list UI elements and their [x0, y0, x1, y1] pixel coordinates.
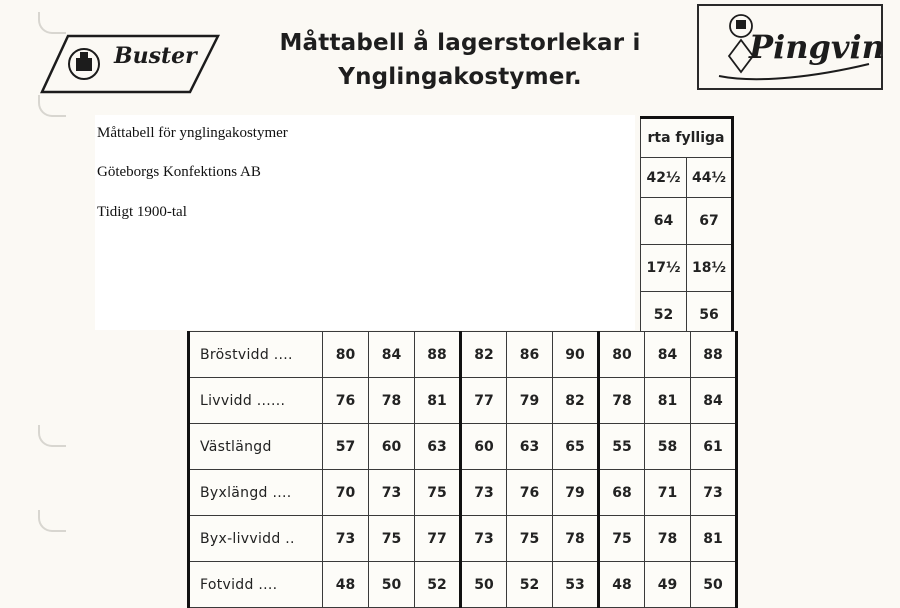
table-cell: 78 [369, 378, 415, 424]
table-cell: 57 [323, 424, 369, 470]
table-cell: 78 [553, 516, 599, 562]
table-cell: 52 [507, 562, 553, 608]
table-cell: 76 [507, 470, 553, 516]
table-row [189, 516, 737, 562]
pingvin-logo [697, 4, 883, 90]
right-table-header: rta fylliga [641, 118, 733, 158]
table-cell: 48 [599, 562, 645, 608]
table-cell: 86 [507, 332, 553, 378]
table-cell: 75 [369, 516, 415, 562]
table-cell: 80 [599, 332, 645, 378]
table-row [189, 332, 737, 378]
table-cell: 63 [415, 424, 461, 470]
table-cell: 73 [323, 516, 369, 562]
table-cell: 88 [415, 332, 461, 378]
table-cell: 61 [691, 424, 737, 470]
table-cell: 81 [415, 378, 461, 424]
table-cell: 77 [461, 378, 507, 424]
table-cell: 65 [553, 424, 599, 470]
note-line-2: Göteborgs Konfektions AB [97, 164, 261, 180]
table-cell: 90 [553, 332, 599, 378]
note-line-3: Tidigt 1900-tal [97, 204, 187, 220]
table-cell: 84 [369, 332, 415, 378]
table-cell: 76 [323, 378, 369, 424]
table-cell: 18½ [687, 245, 733, 292]
pingvin-logo-text: Pingvin [749, 28, 885, 66]
table-cell: 81 [691, 516, 737, 562]
title-line-1: Måttabell å lagerstorlekar i [279, 30, 641, 56]
table-cell: 52 [415, 562, 461, 608]
measurement-table [187, 331, 738, 608]
table-cell: 82 [553, 378, 599, 424]
table-cell: 50 [691, 562, 737, 608]
table-cell: 70 [323, 470, 369, 516]
table-cell: 78 [599, 378, 645, 424]
binder-hole [38, 95, 66, 117]
table-cell: 79 [553, 470, 599, 516]
table-cell: 63 [507, 424, 553, 470]
table-cell: 88 [691, 332, 737, 378]
table-cell: 48 [323, 562, 369, 608]
table-row [189, 378, 737, 424]
buster-logo-text: Buster [114, 43, 197, 69]
table-cell: 78 [645, 516, 691, 562]
table-cell: 75 [507, 516, 553, 562]
table-cell: 60 [369, 424, 415, 470]
note-overlay [95, 115, 635, 330]
table-cell: 17½ [641, 245, 687, 292]
table-cell: 60 [461, 424, 507, 470]
table-cell: 81 [645, 378, 691, 424]
table-cell: 79 [507, 378, 553, 424]
table-cell: 73 [691, 470, 737, 516]
table-cell: 73 [369, 470, 415, 516]
table-cell: 73 [461, 470, 507, 516]
table-cell: 49 [645, 562, 691, 608]
row-label: Fotvidd .... [189, 562, 323, 608]
row-label: Byxlängd .... [189, 470, 323, 516]
table-cell: 52 [641, 292, 687, 339]
table-cell: 50 [369, 562, 415, 608]
table-cell: 84 [645, 332, 691, 378]
table-cell: 84 [691, 378, 737, 424]
table-cell: 55 [599, 424, 645, 470]
right-size-table [640, 116, 734, 339]
row-label: Bröstvidd .... [189, 332, 323, 378]
note-line-1: Måttabell för ynglingakostymer [97, 125, 288, 141]
table-cell: 82 [461, 332, 507, 378]
table-row [189, 562, 737, 608]
row-label: Livvidd ...... [189, 378, 323, 424]
table-cell: 58 [645, 424, 691, 470]
table-cell: 42½ [641, 158, 687, 198]
table-cell: 68 [599, 470, 645, 516]
table-cell: 77 [415, 516, 461, 562]
table-cell: 44½ [687, 158, 733, 198]
table-cell: 67 [687, 198, 733, 245]
title-line-2: Ynglingakostymer. [338, 64, 582, 90]
buster-logo [40, 30, 220, 96]
page-title [230, 26, 690, 94]
table-row [189, 470, 737, 516]
table-cell: 71 [645, 470, 691, 516]
row-label: Västlängd [189, 424, 323, 470]
binder-hole [38, 510, 66, 532]
table-cell: 80 [323, 332, 369, 378]
table-cell: 53 [553, 562, 599, 608]
table-cell: 50 [461, 562, 507, 608]
binder-hole [38, 425, 66, 447]
table-cell: 73 [461, 516, 507, 562]
row-label: Byx-livvidd .. [189, 516, 323, 562]
table-cell: 75 [415, 470, 461, 516]
table-cell: 64 [641, 198, 687, 245]
table-cell: 75 [599, 516, 645, 562]
table-row [189, 424, 737, 470]
table-cell: 56 [687, 292, 733, 339]
